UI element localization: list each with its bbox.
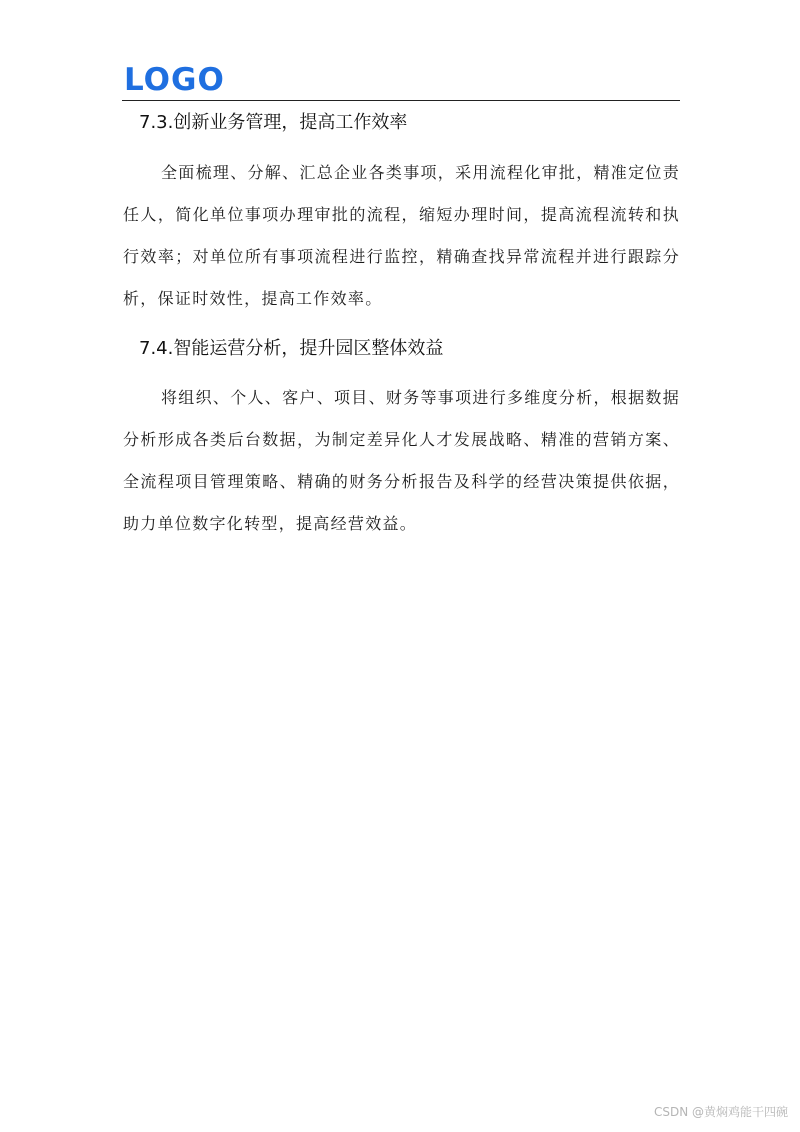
section-body-7-3: 全面梳理、分解、汇总企业各类事项，采用流程化审批，精准定位责任人，简化单位事项办理审批的流程，缩短办理时间，提高流程流转和执行效率；对单位所有事项流程进行监控，精确查找异常流程并进行跟踪分析，保证时效性，提高工作效率。	[123, 163, 681, 308]
logo: LOGO	[124, 62, 225, 98]
section-title-7-4: 7.4.智能运营分析，提升园区整体效益	[139, 338, 444, 359]
section-title-7-3: 7.3.创新业务管理，提高工作效率	[139, 112, 408, 133]
header-divider	[122, 100, 680, 101]
section-body-7-4: 将组织、个人、客户、项目、财务等事项进行多维度分析，根据数据分析形成各类后台数据，为制定差异化人才发展战略、精准的营销方案、全流程项目管理策略、精确的财务分析报告及科学的经营决策提供依据，助力单位数字化转型，提高经营效益。	[123, 388, 681, 533]
watermark: CSDN @黄焖鸡能干四碗	[653, 1105, 788, 1119]
